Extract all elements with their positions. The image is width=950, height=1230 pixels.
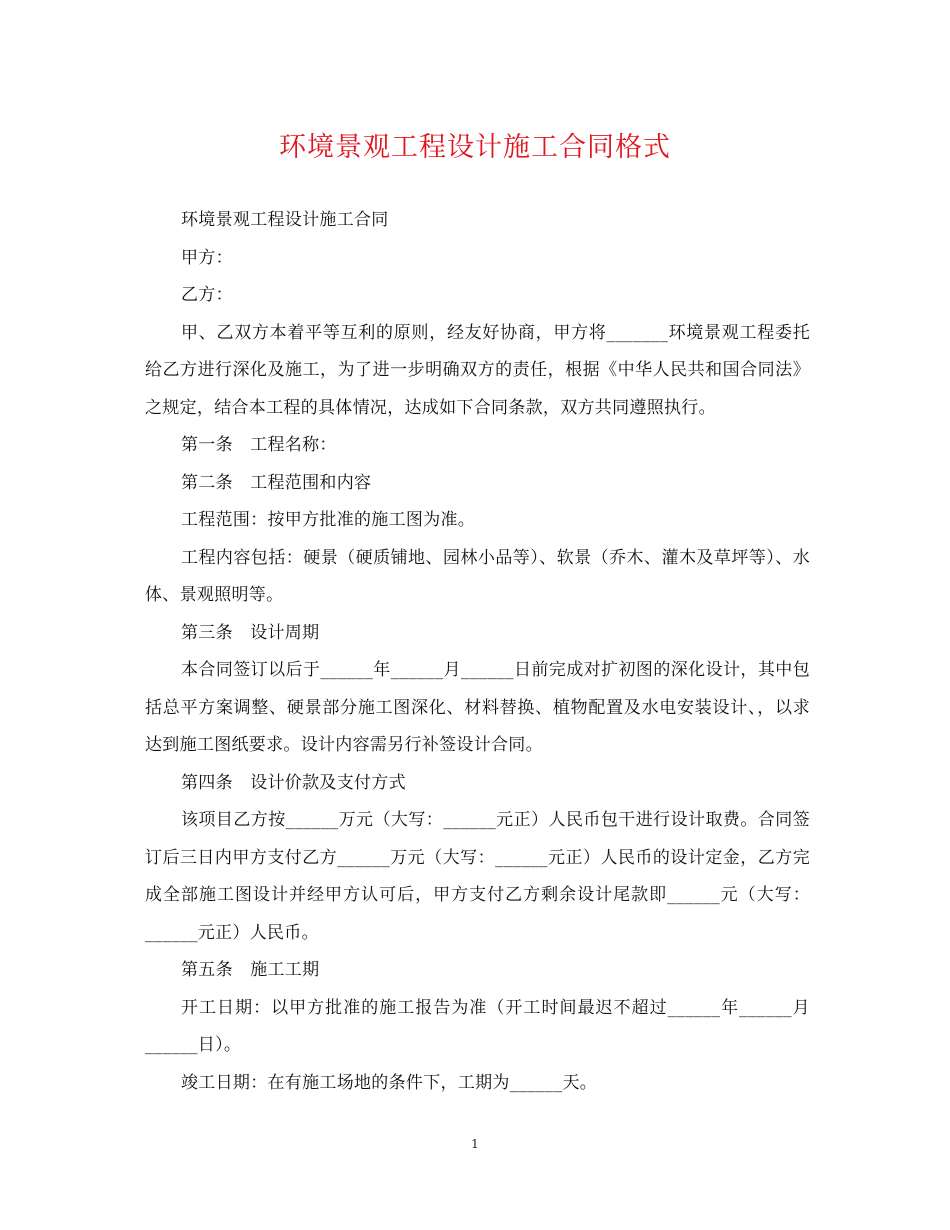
- document-body: [145, 202, 810, 1102]
- party-b-line: 乙方：: [181, 285, 233, 305]
- article-3-heading: 第三条 设计周期: [181, 622, 320, 643]
- contract-heading: 环境景观工程设计施工合同: [181, 210, 389, 230]
- scope-paragraph: 工程范围：按甲方批准的施工图为准。: [181, 510, 476, 530]
- document-title: 环境景观工程设计施工合同格式: [279, 132, 671, 163]
- content-paragraph: 工程内容包括：硬景（硬质铺地、园林小品等）、软景（乔木、灌木及草坪等）、水体、景观照明等。: [145, 547, 810, 605]
- preamble-paragraph: 甲、乙双方本着平等互利的原则，经友好协商，甲方将_______环境景观工程委托给乙方进行深化及施工，为了进一步明确双方的责任，根据《中华人民共和国合同法》之规定，结合本工程的具体情况，达成如下合同条款，双方共同遵照执行。: [145, 322, 810, 418]
- article-2-heading: 第二条 工程范围和内容: [181, 472, 372, 493]
- party-a-line: 甲方：: [181, 247, 233, 268]
- design-fee-paragraph: 该项目乙方按______万元（大写：______元正）人民币包干进行设计取费。合同签订后三日内甲方支付乙方______万元（大写：______元正）人民币的设计定金，乙方完成全部施工图设计并经甲方认可后，甲方支付乙方剩余设计尾款即______元（大写：______元正）人民币。: [145, 810, 810, 943]
- article-1-heading: 第一条 工程名称：: [181, 435, 337, 455]
- article-4-heading: 第四条 设计价款及支付方式: [181, 772, 406, 793]
- article-5-heading: 第五条 施工工期: [181, 960, 320, 980]
- page-number: 1: [471, 1137, 479, 1151]
- start-date-paragraph: 开工日期：以甲方批准的施工报告为准（开工时间最迟不超过______年______月______日）。: [145, 997, 810, 1055]
- completion-date-paragraph: 竣工日期：在有施工场地的条件下，工期为______天。: [181, 1072, 598, 1093]
- design-period-paragraph: 本合同签订以后于______年______月______日前完成对扩初图的深化设计，其中包括总平方案调整、硬景部分施工图深化、材料替换、植物配置及水电安装设计、，以求达到施工图纸要求。设计内容需另行补签设计合同。: [145, 660, 810, 755]
